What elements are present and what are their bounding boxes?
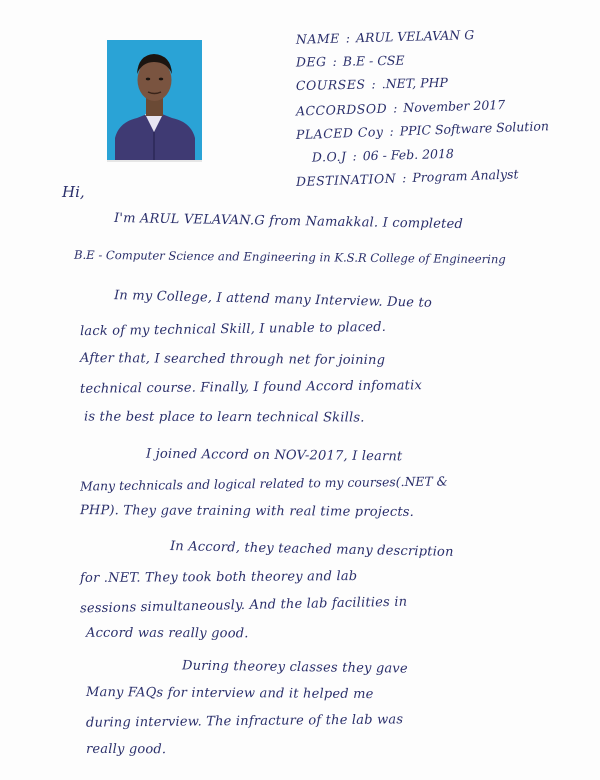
detail-separator: : (389, 123, 394, 139)
detail-label: D.O.J (311, 148, 347, 165)
detail-value: ARUL VELAVAN G (355, 27, 475, 46)
letter-line: After that, I searched through net for joining (79, 350, 386, 369)
detail-separator: : (345, 30, 351, 46)
letter-line: In Accord, they teached many description (169, 539, 454, 560)
detail-value: Program Analyst (412, 166, 519, 185)
candidate-details (296, 28, 586, 193)
letter-line: during interview. The infracture of the lab was (85, 712, 404, 731)
letter-greeting: Hi, (62, 183, 85, 201)
detail-value: 06 - Feb. 2018 (362, 145, 455, 163)
detail-label: PLACED Coy (295, 124, 384, 143)
letter-line: Many technicals and logical related to my courses(.NET & (79, 473, 448, 494)
letter-line: lack of my technical Skill, I unable to placed. (79, 319, 387, 340)
letter-line: technical course. Finally, I found Accord infomatix (79, 378, 423, 397)
letter-line: During theorey classes they gave (181, 658, 408, 677)
detail-separator: : (371, 76, 376, 92)
detail-label: NAME (295, 30, 341, 47)
letter-line: I joined Accord on NOV-2017, I learnt (145, 446, 403, 465)
detail-separator: : (332, 53, 337, 69)
profile-photo (107, 40, 202, 162)
letter-line: for .NET. They took both theorey and lab (79, 569, 358, 586)
letter-line: is the best place to learn technical Skills. (83, 409, 365, 426)
letter-line: really good. (85, 741, 167, 758)
detail-label: DESTINATION (295, 170, 397, 190)
detail-value: .NET, PHP (381, 74, 449, 92)
letter-line: B.E - Computer Science and Engineering in K.S.R College of Engineering (73, 247, 506, 267)
letter-line: I'm ARUL VELAVAN.G from Namakkal. I completed (113, 210, 464, 233)
detail-label: ACCORDSOD (295, 100, 388, 119)
detail-value: B.E - CSE (342, 52, 405, 69)
detail-separator: : (392, 99, 398, 116)
letter-line: In my College, I attend many Interview. Due to (113, 288, 433, 311)
letter-line: sessions simultaneously. And the lab facilities in (79, 594, 408, 617)
detail-value: PPIC Software Solution (399, 118, 550, 139)
detail-separator: : (401, 170, 407, 186)
letter-line: PHP). They gave training with real time projects. (79, 503, 415, 520)
detail-separator: : (352, 147, 357, 164)
letter-line: Accord was really good. (85, 625, 249, 642)
detail-label: DEG (295, 53, 327, 70)
detail-label: COURSES (295, 76, 366, 94)
letter-line: Many FAQs for interview and it helped me (85, 684, 374, 703)
detail-value: November 2017 (403, 96, 506, 115)
